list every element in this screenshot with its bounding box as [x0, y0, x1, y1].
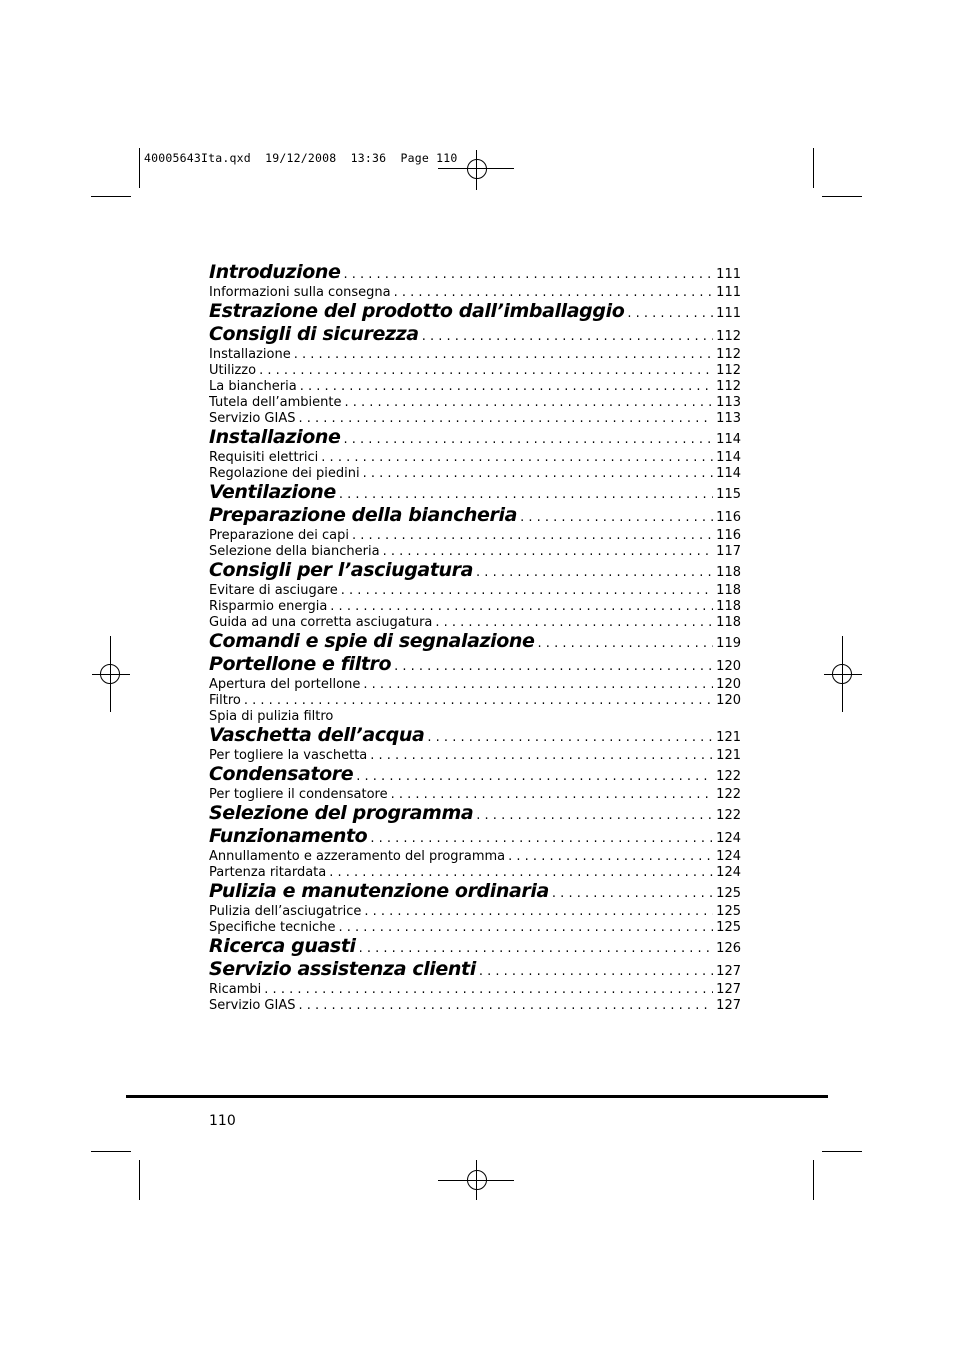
toc-entry-page: 111: [716, 285, 741, 300]
toc-section-entry[interactable]: [209, 881, 741, 904]
toc-leader-dots: [508, 849, 713, 865]
toc-leader-dots: [356, 767, 713, 787]
toc-entry-title: Portellone e filtro: [209, 654, 392, 675]
toc-entry-title: Annullamento e azzeramento del programma: [209, 849, 506, 864]
toc-leader-dots: [341, 583, 713, 599]
toc-entry-page: 114: [716, 466, 741, 481]
toc-entry-page: 122: [716, 787, 741, 802]
toc-section-entry[interactable]: [209, 262, 741, 285]
toc-leader-dots: [370, 829, 713, 849]
toc-leader-dots: [352, 528, 713, 544]
toc-entry-title: La biancheria: [209, 379, 297, 394]
toc-entry-page: 125: [716, 886, 741, 901]
toc-leader-dots: [364, 904, 713, 920]
toc-entry-page: 127: [716, 964, 741, 979]
toc-entry-title: Introduzione: [209, 262, 341, 283]
toc-leader-dots: [627, 304, 713, 324]
toc-section-entry[interactable]: [209, 936, 741, 959]
toc-section-entry[interactable]: [209, 505, 741, 528]
toc-subsection-entry[interactable]: [209, 466, 741, 482]
toc-entry-page: 114: [716, 450, 741, 465]
toc-entry-title: Ricerca guasti: [209, 936, 356, 957]
toc-subsection-entry[interactable]: [209, 347, 741, 363]
toc-entry-title: Servizio GIAS: [209, 411, 296, 426]
toc-entry-title: Condensatore: [209, 764, 354, 785]
toc-leader-dots: [330, 599, 713, 615]
toc-entry-page: 120: [716, 659, 741, 674]
toc-entry-page: 121: [716, 748, 741, 763]
toc-entry-page: 120: [716, 693, 741, 708]
toc-entry-page: 112: [716, 379, 741, 394]
toc-leader-dots: [344, 395, 713, 411]
toc-section-entry[interactable]: [209, 725, 741, 748]
toc-entry-page: 112: [716, 329, 741, 344]
toc-entry-title: Evitare di asciugare: [209, 583, 338, 598]
print-slug: 40005643Ita.qxd 19/12/2008 13:36 Page 110: [144, 151, 458, 165]
toc-subsection-entry[interactable]: [209, 395, 741, 411]
toc-entry-page: 120: [716, 677, 741, 692]
toc-entry-title: Pulizia dell’asciugatrice: [209, 904, 362, 919]
toc-entry-title: Informazioni sulla consegna: [209, 285, 391, 300]
toc-subsection-entry[interactable]: [209, 865, 741, 881]
toc-entry-page: 119: [716, 636, 741, 651]
toc-section-entry[interactable]: [209, 482, 741, 505]
toc-entry-page: 116: [716, 510, 741, 525]
toc-entry-title: Estrazione del prodotto dall’imballaggio: [209, 301, 625, 322]
toc-leader-dots: [383, 544, 714, 560]
toc-section-entry[interactable]: [209, 959, 741, 982]
toc-entry-page: 113: [716, 395, 741, 410]
toc-leader-dots: [321, 450, 713, 466]
toc-entry-title: Servizio assistenza clienti: [209, 959, 476, 980]
toc-subsection-entry[interactable]: [209, 693, 741, 709]
toc-section-entry[interactable]: [209, 826, 741, 849]
toc-entry-page: 118: [716, 615, 741, 630]
toc-entry-title: Specifiche tecniche: [209, 920, 336, 935]
toc-leader-dots: [427, 728, 713, 748]
toc-entry-page: 117: [716, 544, 741, 559]
table-of-contents: [209, 262, 741, 1014]
toc-leader-dots: [363, 677, 713, 693]
toc-entry-page: 124: [716, 849, 741, 864]
toc-entry-page: 112: [716, 363, 741, 378]
toc-entry-page: 125: [716, 920, 741, 935]
toc-entry-title: Comandi e spie di segnalazione: [209, 631, 535, 652]
toc-leader-dots: [394, 657, 713, 677]
toc-entry-title: Ricambi: [209, 982, 262, 997]
toc-entry-page: 111: [716, 306, 741, 321]
toc-leader-dots: [244, 693, 713, 709]
toc-entry-page: 114: [716, 432, 741, 447]
toc-leader-dots: [300, 379, 713, 395]
toc-entry-title: Filtro: [209, 693, 241, 708]
toc-subsection-entry[interactable]: [209, 748, 741, 764]
toc-leader-dots: [339, 485, 713, 505]
toc-entry-title: Preparazione della biancheria: [209, 505, 518, 526]
toc-entry-page: 124: [716, 831, 741, 846]
toc-leader-dots: [422, 327, 713, 347]
toc-entry-page: 118: [716, 583, 741, 598]
toc-section-entry[interactable]: [209, 560, 741, 583]
toc-leader-dots: [359, 939, 714, 959]
toc-section-entry[interactable]: [209, 301, 741, 324]
toc-subsection-entry[interactable]: [209, 998, 741, 1014]
toc-entry-title: Consigli per l’asciugatura: [209, 560, 474, 581]
toc-entry-title: Partenza ritardata: [209, 865, 327, 880]
toc-entry-page: 121: [716, 730, 741, 745]
toc-leader-dots: [344, 430, 714, 450]
toc-leader-dots: [294, 347, 713, 363]
toc-entry-title: Installazione: [209, 427, 341, 448]
toc-section-entry[interactable]: [209, 427, 741, 450]
toc-entry-title: Installazione: [209, 347, 291, 362]
toc-leader-dots: [552, 884, 713, 904]
toc-leader-dots: [370, 748, 713, 764]
toc-leader-dots: [259, 363, 713, 379]
toc-entry-page: 126: [716, 941, 741, 956]
toc-subsection-entry[interactable]: [209, 379, 741, 395]
toc-entry-page: 118: [716, 599, 741, 614]
toc-section-entry[interactable]: [209, 654, 741, 677]
toc-subsection-entry[interactable]: [209, 982, 741, 998]
toc-subsection-entry[interactable]: [209, 920, 741, 936]
toc-leader-dots: [338, 920, 713, 936]
toc-subsection-entry[interactable]: [209, 528, 741, 544]
toc-entry-title: Selezione della biancheria: [209, 544, 380, 559]
page-number: 110: [209, 1113, 236, 1129]
toc-entry-page: 118: [716, 565, 741, 580]
toc-entry-title: Apertura del portellone: [209, 677, 361, 692]
toc-entry-page: 116: [716, 528, 741, 543]
toc-entry-page: 112: [716, 347, 741, 362]
toc-leader-dots: [298, 411, 713, 427]
toc-entry-page: 122: [716, 769, 741, 784]
toc-leader-dots: [394, 285, 714, 301]
toc-subsection-entry[interactable]: [209, 849, 741, 865]
toc-leader-dots: [435, 615, 713, 631]
toc-entry-page: 111: [716, 267, 741, 282]
toc-leader-dots: [264, 982, 713, 998]
toc-entry-title: Spia di pulizia filtro: [209, 709, 334, 724]
toc-subsection-entry[interactable]: [209, 904, 741, 920]
toc-subsection-entry[interactable]: [209, 544, 741, 560]
toc-entry-title: Ventilazione: [209, 482, 336, 503]
toc-subsection-entry[interactable]: [209, 615, 741, 631]
toc-subsection-entry[interactable]: [209, 787, 741, 803]
toc-subsection-entry[interactable]: [209, 709, 741, 725]
toc-leader-dots: [343, 265, 713, 285]
toc-entry-page: 115: [716, 487, 741, 502]
toc-section-entry[interactable]: [209, 631, 741, 654]
toc-subsection-entry[interactable]: [209, 583, 741, 599]
toc-section-entry[interactable]: [209, 803, 741, 826]
toc-leader-dots: [538, 634, 714, 654]
toc-entry-title: Risparmio energia: [209, 599, 328, 614]
footer-rule: [126, 1095, 828, 1098]
toc-entry-title: Per togliere il condensatore: [209, 787, 388, 802]
toc-entry-title: Funzionamento: [209, 826, 368, 847]
toc-section-entry[interactable]: [209, 764, 741, 787]
toc-entry-title: Utilizzo: [209, 363, 257, 378]
toc-entry-title: Vaschetta dell’acqua: [209, 725, 425, 746]
toc-entry-page: 125: [716, 904, 741, 919]
toc-subsection-entry[interactable]: [209, 363, 741, 379]
toc-entry-title: Preparazione dei capi: [209, 528, 349, 543]
toc-leader-dots: [329, 865, 713, 881]
toc-entry-title: Guida ad una corretta asciugatura: [209, 615, 433, 630]
toc-leader-dots: [479, 962, 713, 982]
toc-leader-dots: [298, 998, 713, 1014]
toc-subsection-entry[interactable]: [209, 599, 741, 615]
toc-entry-page: 122: [716, 808, 741, 823]
toc-entry-title: Requisiti elettrici: [209, 450, 319, 465]
toc-leader-dots: [363, 466, 714, 482]
toc-entry-title: Per togliere la vaschetta: [209, 748, 368, 763]
toc-leader-dots: [520, 508, 713, 528]
toc-subsection-entry[interactable]: [209, 285, 741, 301]
toc-entry-title: Servizio GIAS: [209, 998, 296, 1013]
toc-entry-title: Tutela dell’ambiente: [209, 395, 342, 410]
toc-entry-title: Pulizia e manutenzione ordinaria: [209, 881, 549, 902]
toc-section-entry[interactable]: [209, 324, 741, 347]
toc-entry-title: Consigli di sicurezza: [209, 324, 419, 345]
toc-subsection-entry[interactable]: [209, 677, 741, 693]
toc-entry-page: 113: [716, 411, 741, 426]
toc-entry-title: Selezione del programma: [209, 803, 474, 824]
toc-entry-title: Regolazione dei piedini: [209, 466, 360, 481]
toc-leader-dots: [476, 806, 713, 826]
toc-subsection-entry[interactable]: [209, 411, 741, 427]
toc-leader-dots: [476, 563, 713, 583]
toc-entry-page: 127: [716, 998, 741, 1013]
toc-entry-page: 124: [716, 865, 741, 880]
toc-leader-dots: [391, 787, 714, 803]
toc-entry-page: 127: [716, 982, 741, 997]
toc-subsection-entry[interactable]: [209, 450, 741, 466]
